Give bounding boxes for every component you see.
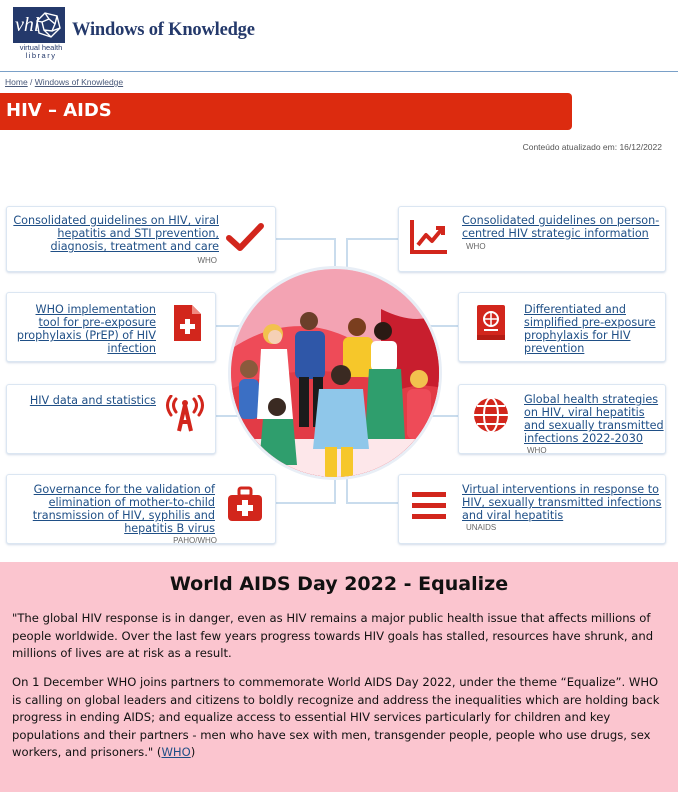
globe-icon: [471, 395, 511, 435]
resource-link[interactable]: WHO implementation tool for pre-exposure prophylaxis (PrEP) of HIV infection: [16, 303, 156, 355]
resource-link[interactable]: Virtual interventions in response to HIV, sexually transmitted infections and viral hepatitis: [462, 483, 662, 522]
breadcrumb-home-link[interactable]: Home: [5, 77, 28, 87]
checkmark-icon: [225, 217, 265, 257]
community-illustration: [228, 266, 442, 480]
updated-date: Conteúdo atualizado em: 16/12/2022: [522, 142, 662, 152]
feature-paragraph-2-text: On 1 December WHO joins partners to commemorate World AIDS Day 2022, under the theme “Equalize”. WHO is calling on global leaders and citizens to boldly recognize and address the inequalities which are holding back progress in ending AIDS; and equalize access to essential HIV services particularly for children and key populations and their partners - men who have sex with men, transgender people, people who use drugs, sex workers, and prisoners.": [12, 675, 660, 759]
resource-link[interactable]: HIV data and statistics: [29, 394, 156, 407]
first-aid-kit-icon: [225, 485, 265, 525]
line-chart-icon: [409, 217, 449, 257]
logo-subtitle-line1: virtual health: [19, 43, 63, 52]
resource-source: WHO: [466, 242, 486, 251]
site-brand-title[interactable]: Windows of Knowledge: [72, 20, 255, 40]
resource-link[interactable]: Governance for the validation of elimination of mother-to-child transmission of HIV, syphilis and hepatitis B virus: [32, 483, 215, 535]
resource-card[interactable]: [6, 474, 276, 544]
resource-card[interactable]: [6, 292, 216, 362]
page-title-bar: [0, 93, 572, 130]
logo-subtitle: [13, 44, 69, 60]
resource-link[interactable]: Differentiated and simplified pre-exposure prophylaxis for HIV prevention: [524, 303, 656, 355]
medical-document-icon: [167, 303, 207, 343]
resource-infographic: [0, 200, 678, 560]
resource-source: WHO: [197, 256, 217, 265]
source-link-open: (: [153, 745, 162, 759]
resource-source: UNAIDS: [466, 523, 497, 532]
source-link-close: ): [190, 745, 196, 759]
resource-card[interactable]: [6, 206, 276, 272]
resource-link[interactable]: Global health strategies on HIV, viral hepatitis and sexually transmitted infections 2022-2030: [524, 393, 664, 445]
resource-source: PAHO/WHO: [173, 536, 217, 545]
logo-subtitle-line2: library: [25, 51, 57, 60]
broadcast-a-icon: [165, 395, 205, 435]
resource-card[interactable]: [398, 206, 666, 272]
page-title: HIV – AIDS: [6, 100, 112, 121]
vhl-logo[interactable]: [13, 7, 65, 43]
svg-text:vhl: vhl: [15, 14, 40, 36]
menu-lines-icon: [409, 485, 449, 525]
people-group-illustration: [231, 269, 442, 480]
resource-link[interactable]: Consolidated guidelines on HIV, viral hepatitis and STI prevention, diagnosis, treatment and care: [13, 214, 219, 253]
feature-paragraph-2: [12, 674, 668, 762]
breadcrumb: [5, 77, 123, 87]
resource-card[interactable]: [458, 292, 666, 362]
breadcrumb-current-link[interactable]: Windows of Knowledge: [34, 77, 124, 87]
feature-heading: World AIDS Day 2022 - Equalize: [169, 573, 509, 595]
resource-link[interactable]: Consolidated guidelines on person-centred HIV strategic information: [462, 214, 660, 240]
site-header: [0, 0, 678, 72]
resource-card[interactable]: [458, 384, 666, 454]
resource-card[interactable]: [6, 384, 216, 454]
resource-card[interactable]: [398, 474, 666, 544]
resource-source: WHO: [527, 446, 547, 455]
breadcrumb-separator: /: [27, 77, 35, 87]
who-source-link[interactable]: WHO: [161, 745, 191, 759]
feature-paragraph-1: "The global HIV response is in danger, even as HIV remains a major public health issue that affects millions of people worldwide. Over the last few years progress towards HIV goals has stalled, resources have shrunk, and millions of lives are at risk as a result.: [12, 611, 654, 660]
passport-book-icon: [471, 303, 511, 343]
vhl-logo-mark-icon: [13, 7, 65, 43]
world-aids-day-section: [0, 562, 678, 792]
